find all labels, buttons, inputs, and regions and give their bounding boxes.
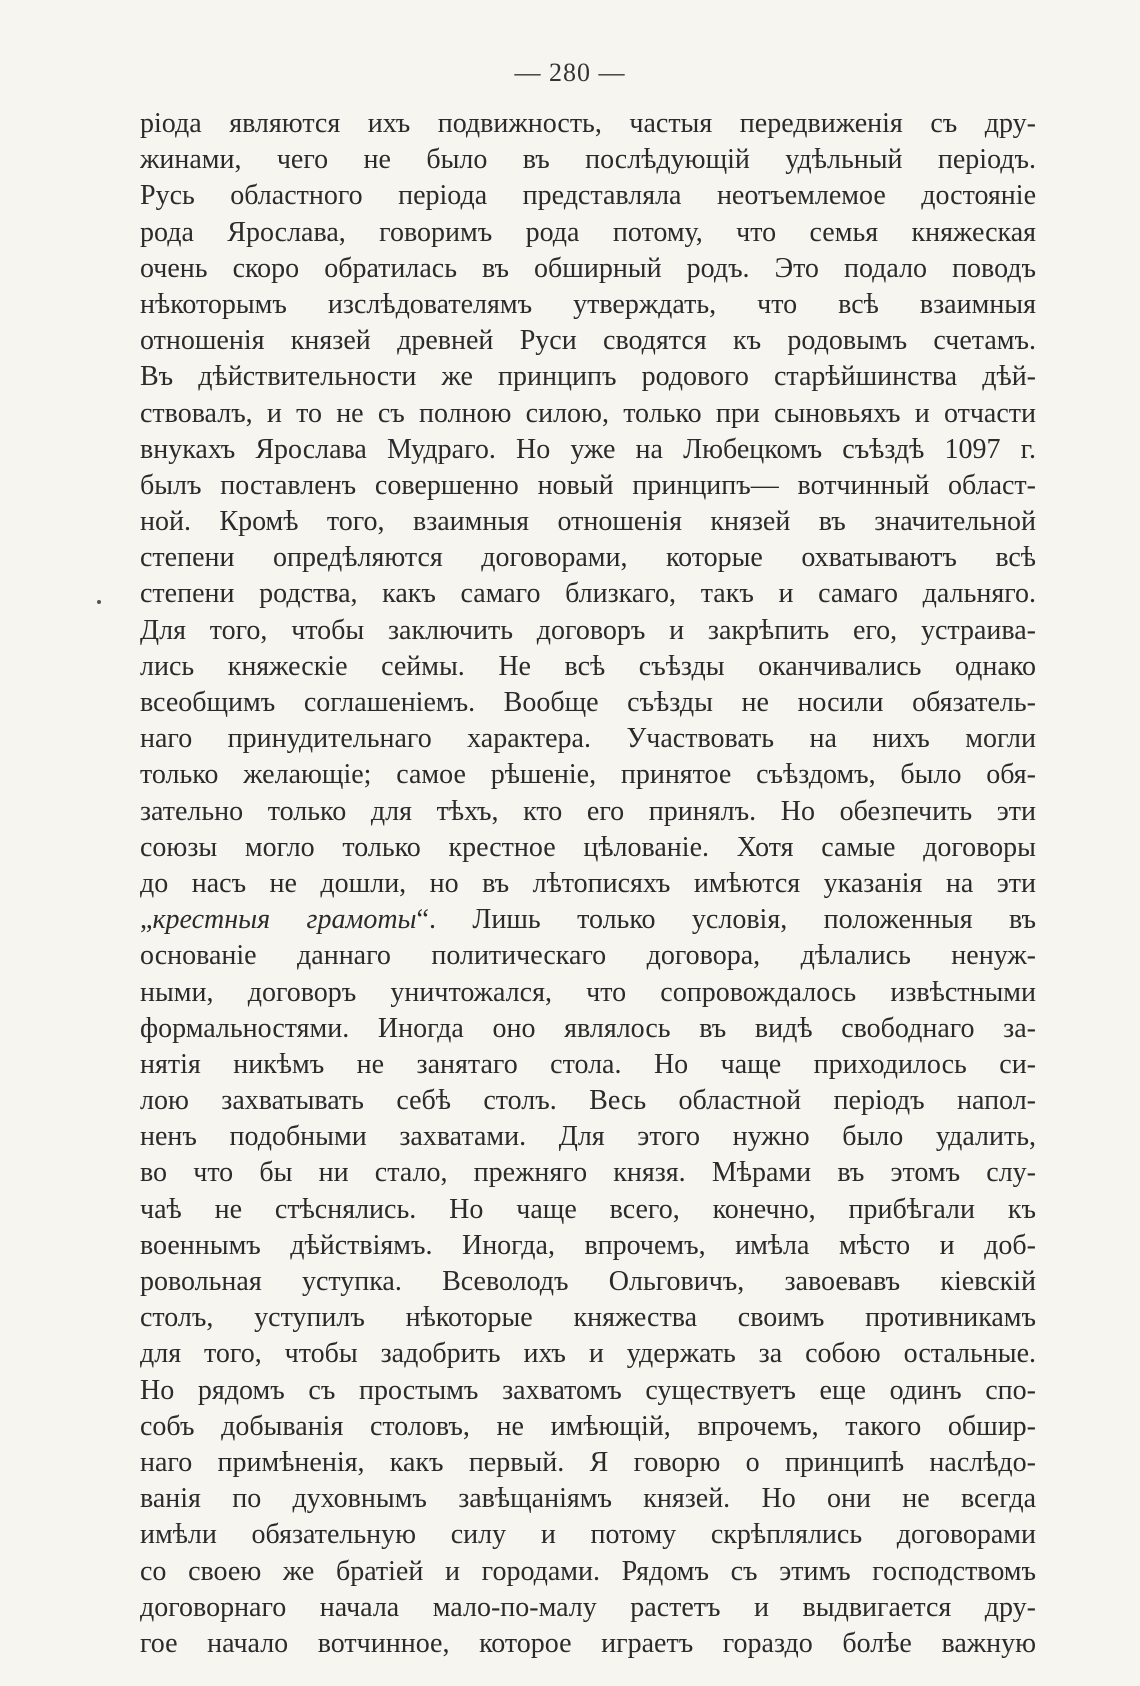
text-line: наго примѣненія, какъ первый. Я говорю о принципѣ наслѣдо-	[140, 1446, 1036, 1478]
text-line: гое начало вотчинное, которое играетъ гораздо болѣе важную	[140, 1627, 1036, 1659]
quote-open: „	[140, 904, 153, 936]
text-line: со своею же братіей и городами. Рядомъ съ этимъ господствомъ	[140, 1555, 1036, 1587]
text-line: очень скоро обратилась въ обширный родъ. Это подало поводъ	[140, 252, 1036, 284]
text-line: имѣли обязательную силу и потому скрѣплялись договорами	[140, 1519, 1036, 1551]
text-line: собъ добыванія столовъ, не имѣющій, впрочемъ, такого обшир-	[140, 1410, 1036, 1442]
text-line: ванія по духовнымъ завѣщаніямъ князей. Но они не всегда	[140, 1483, 1036, 1515]
text-line: жинами, чего не было въ послѣдующій удѣльный періодъ.	[140, 144, 1036, 176]
text-line: ріода являются ихъ подвижность, частыя передвиженія съ дру-	[140, 108, 1036, 139]
text-line: всеобщимъ соглашеніемъ. Вообще съѣзды не носили обязатель-	[140, 687, 1036, 718]
text-line: Но рядомъ съ простымъ захватомъ существуетъ еще одинъ спо-	[140, 1374, 1036, 1406]
text-line: ненъ подобными захватами. Для этого нужно было удалить,	[140, 1121, 1036, 1153]
text-line: былъ поставленъ совершенно новый принципъ— вотчинный област-	[140, 469, 1036, 501]
text-line: степени опредѣляются договорами, которые охватываютъ всѣ	[140, 542, 1036, 574]
text-line: только желающіе; самое рѣшеніе, принятое съѣздомъ, было обя-	[140, 759, 1036, 791]
text-line: ровольная уступка. Всеволодъ Ольговичъ, завоевавъ кіевскій	[140, 1266, 1036, 1297]
text-line: столъ, уступилъ нѣкоторые княжества своимъ противникамъ	[140, 1302, 1036, 1334]
text-line: лись княжескіе сеймы. Не всѣ съѣзды оканчивались однако	[140, 650, 1036, 682]
text-line: ствовалъ, и то не съ полною силою, только при сыновьяхъ и отчасти	[140, 397, 1036, 429]
text-line-italic-quote	[140, 902, 1036, 938]
text-line: рода Ярослава, говоримъ рода потому, что семья княжеская	[140, 216, 1036, 248]
text-line: Въ дѣйствительности же принципъ родового старѣйшинства дѣй-	[140, 361, 1036, 393]
text-line: ной. Кромѣ того, взаимныя отношенія князей въ значительной	[140, 506, 1036, 538]
text-line: во что бы ни стало, прежняго князя. Мѣрами въ этомъ слу-	[140, 1157, 1036, 1189]
text-line: наго принудительнаго характера. Участвовать на нихъ могли	[140, 723, 1036, 755]
text-line: внукахъ Ярослава Мудраго. Но уже на Любецкомъ съѣздѣ 1097 г.	[140, 433, 1036, 465]
text-line: основаніе даннаго политическаго договора, дѣлались ненуж-	[140, 940, 1036, 972]
text-line: для того, чтобы задобрить ихъ и удержать за собою остальные.	[140, 1338, 1036, 1370]
text-line: до насъ не дошли, но въ лѣтописяхъ имѣются указанія на эти	[140, 867, 1036, 899]
quote-rest: “. Лишь только условія, положенныя въ	[416, 904, 1036, 936]
text-line: отношенія князей древней Руси сводятся къ родовымъ счетамъ.	[140, 325, 1036, 357]
text-line: степени родства, какъ самаго близкаго, такъ и самаго дальняго.	[140, 578, 1036, 610]
text-line: нѣкоторымъ изслѣдователямъ утверждать, что всѣ взаимныя	[140, 288, 1036, 320]
text-line: военнымъ дѣйствіямъ. Иногда, впрочемъ, имѣла мѣсто и доб-	[140, 1229, 1036, 1261]
text-line: формальностями. Иногда оно являлось въ видѣ свободнаго за-	[140, 1012, 1036, 1044]
text-line: Для того, чтобы заключить договоръ и закрѣпить его, устраива-	[140, 614, 1036, 646]
text-line: лою захватывать себѣ столъ. Весь областной періодъ напол-	[140, 1085, 1036, 1117]
margin-dot-mark	[97, 600, 101, 604]
text-line: Русь областного періода представляла неотъемлемое достояніе	[140, 180, 1036, 212]
text-line: чаѣ не стѣснялись. Но чаще всего, конечно, прибѣгали къ	[140, 1193, 1036, 1225]
text-line: договорнаго начала мало-по-малу растетъ и выдвигается дру-	[140, 1591, 1036, 1623]
italic-phrase: крестныя грамоты	[152, 904, 417, 936]
text-line: нятія никѣмъ не занятаго стола. Но чаще приходилось си-	[140, 1048, 1036, 1080]
text-line: ными, договоръ уничтожался, что сопровождалось извѣстными	[140, 976, 1036, 1008]
body-text	[140, 106, 1036, 1662]
text-line: союзы могло только крестное цѣлованіе. Хотя самые договоры	[140, 831, 1036, 863]
page-number: — 280 —	[514, 58, 626, 87]
text-line: зательно только для тѣхъ, кто его принялъ. Но обезпечить эти	[140, 795, 1036, 827]
